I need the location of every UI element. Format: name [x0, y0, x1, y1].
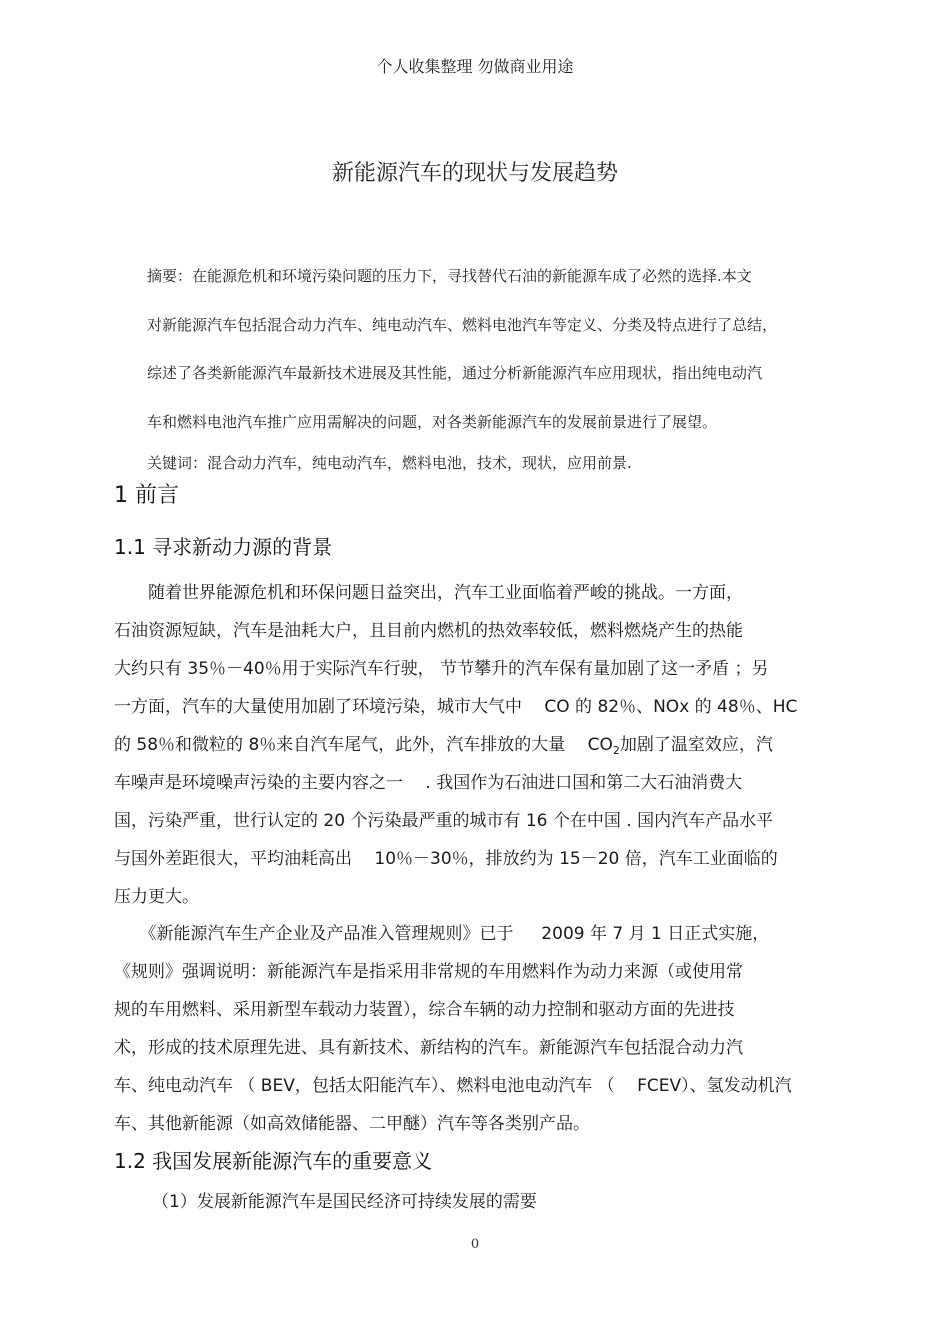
paragraph-line: 石油资源短缺，汽车是油耗大户，且目前内燃机的热效率较低，燃料燃烧产生的热能	[114, 621, 743, 641]
keywords: 关键词：混合动力汽车，纯电动汽车，燃料电池，技术，现状，应用前景.	[147, 454, 632, 472]
page-header: 个人收集整理 勿做商业用途	[376, 57, 574, 76]
abstract-line: 车和燃料电池汽车推广应用需解决的问题，对各类新能源汽车的发展前景进行了展望。	[147, 413, 718, 431]
paragraph-line: 一方面，汽车的大量使用加剧了环境污染，城市大气中 CO 的 82％、NOx 的 48％、HC	[114, 697, 798, 717]
paragraph-line: 《新能源汽车生产企业及产品准入管理规则》已于 2009 年 7 月 1 日正式实施，	[114, 924, 770, 944]
section-heading: 1 前言	[114, 483, 179, 508]
paragraph-line: 车噪声是环境噪声污染的主要内容之一 . 我国作为石油进口国和第二大石油消费大	[114, 773, 743, 793]
list-item: （1）发展新能源汽车是国民经济可持续发展的需要	[152, 1192, 537, 1212]
paragraph-line: 随着世界能源危机和环保问题日益突出，汽车工业面临着严峻的挑战。一方面，	[114, 583, 743, 603]
paragraph-line: 国，污染严重，世行认定的 20 个污染最严重的城市有 16 个在中国 . 国内汽车产品水平	[114, 811, 774, 831]
paragraph-line: 车、其他新能源（如高效储能器、二甲醚）汽车等各类别产品。	[114, 1114, 590, 1134]
document-title: 新能源汽车的现状与发展趋势	[331, 161, 618, 186]
paragraph-line: 与国外差距很大，平均油耗高出 10％－30％，排放约为 15－20 倍，汽车工业面临的	[114, 849, 778, 869]
abstract-line: 摘要：在能源危机和环境污染问题的压力下，寻找替代石油的新能源车成了必然的选择.本文	[147, 267, 752, 285]
paragraph-line: 压力更大。	[114, 887, 199, 907]
subsection-heading: 1.1 寻求新动力源的背景	[114, 535, 333, 559]
subsection-heading: 1.2 我国发展新能源汽车的重要意义	[114, 1149, 433, 1173]
paragraph-line: 车、纯电动汽车 （ BEV，包括太阳能汽车）、燃料电池电动汽车 （ FCEV）、氢发动机汽	[114, 1076, 792, 1096]
page-number: 0	[470, 1237, 480, 1252]
paragraph-line	[114, 730, 773, 757]
paragraph-line: 规的车用燃料、采用新型车载动力装置），综合车辆的动力控制和驱动方面的先进技	[114, 1000, 735, 1020]
paragraph-line-text: 的 58％和微粒的 8％来自汽车尾气，此外，汽车排放的大量 CO	[114, 735, 613, 755]
paragraph-line-text: 加剧了温室效应，汽	[619, 735, 773, 755]
paragraph-line: 《规则》强调说明：新能源汽车是指采用非常规的车用燃料作为动力来源（或使用常	[114, 962, 743, 982]
paragraph-line: 大约只有 35％－40％用于实际汽车行驶， 节节攀升的汽车保有量加剧了这一矛盾 ；另	[114, 659, 769, 679]
paragraph-line: 术，形成的技术原理先进、具有新技术、新结构的汽车。新能源汽车包括混合动力汽	[114, 1038, 743, 1058]
co2-subscript: 2	[612, 744, 620, 757]
abstract-line: 综述了各类新能源汽车最新技术进展及其性能，通过分析新能源汽车应用现状，指出纯电动汽	[147, 364, 763, 382]
abstract-line: 对新能源汽车包括混合动力汽车、纯电动汽车、燃料电池汽车等定义、分类及特点进行了总结，	[147, 316, 778, 334]
